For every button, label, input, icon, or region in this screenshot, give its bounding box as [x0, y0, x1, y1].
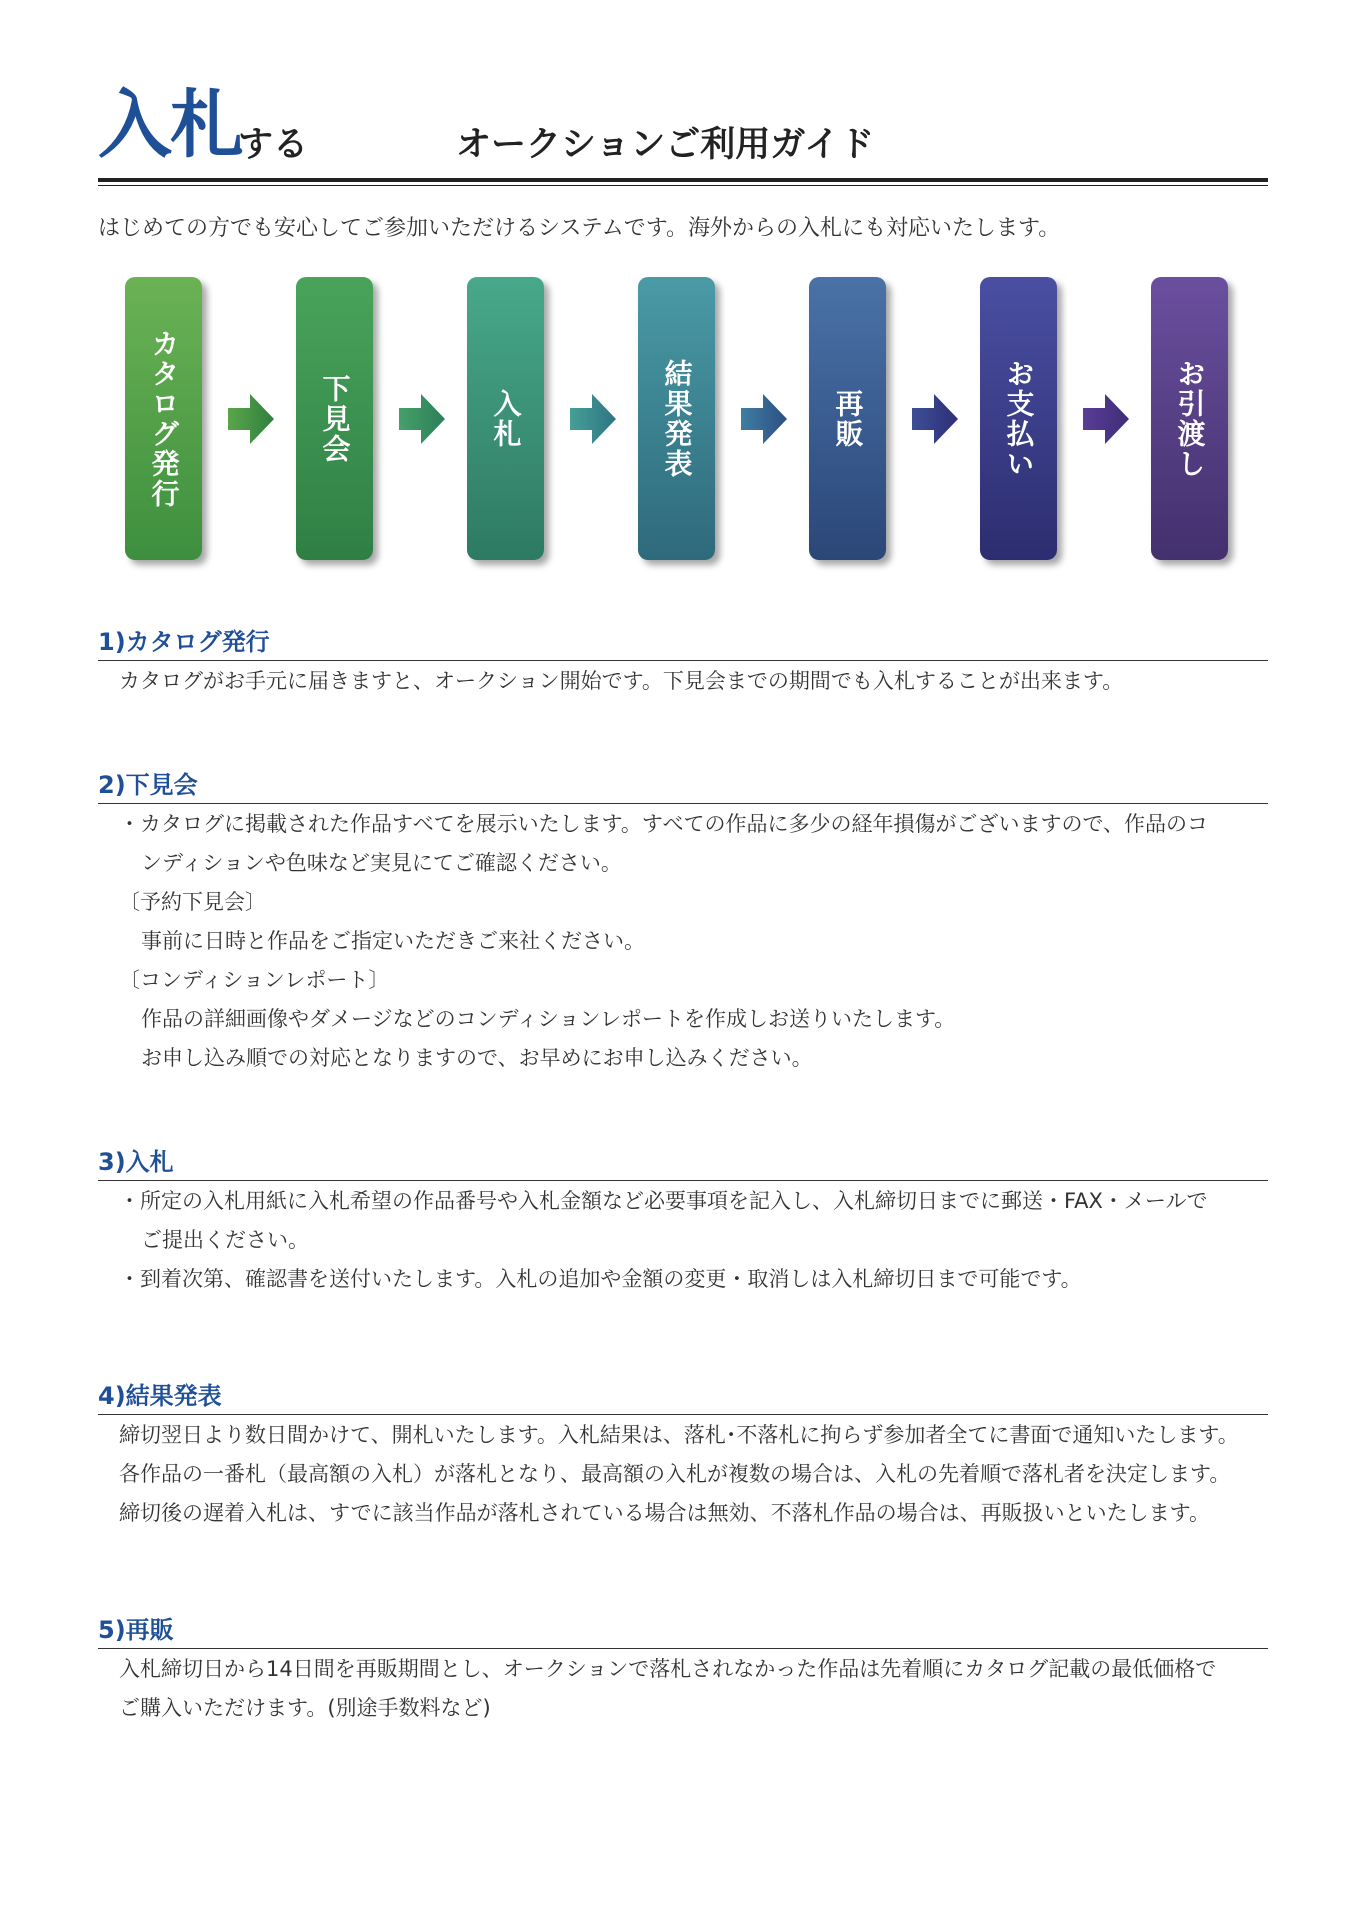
section-text-line: ご提出ください。	[141, 1228, 309, 1252]
header-rule	[98, 178, 1268, 182]
section-text-line: ・カタログに掲載された作品すべてを展示いたします。すべての作品に多少の経年損傷がございますので、作品のコ	[119, 812, 1209, 836]
flow-arrow-icon	[228, 394, 274, 444]
section-rule	[98, 1648, 1268, 1649]
flow-arrow-icon	[570, 394, 616, 444]
section-text-line: 事前に日時と作品をご指定いただきご来社ください。	[141, 929, 645, 953]
section-heading-resale: 5)再販	[98, 1616, 174, 1644]
flow-step-label: お引渡し	[1173, 358, 1207, 479]
section-text-line: ・所定の入札用紙に入札希望の作品番号や入札金額など必要事項を記入し、入札締切日までに郵送・FAX・メールで	[119, 1189, 1208, 1213]
flow-step-results	[638, 277, 715, 560]
section-rule	[98, 660, 1268, 661]
page-subtitle: オークションご利用ガイド	[456, 125, 875, 165]
flow-step-label: 入札	[489, 388, 523, 449]
page-title: 入札	[98, 82, 242, 168]
flow-arrow-icon	[741, 394, 787, 444]
section-rule	[98, 803, 1268, 804]
flow-step-label: お支払い	[1002, 358, 1036, 479]
section-heading-catalog: 1)カタログ発行	[98, 628, 270, 656]
section-text-line: 締切翌日より数日間かけて、開札いたします。入札結果は、落札･不落札に拘らず参加者全てに書面で通知いたします。	[119, 1423, 1239, 1447]
section-text-line: ご購入いただけます。(別途手数料など)	[119, 1696, 491, 1720]
section-text-line: ンディションや色味など実見にてご確認ください。	[141, 851, 622, 875]
section-rule	[98, 1414, 1268, 1415]
flow-step-preview	[296, 277, 373, 560]
section-heading-bid: 3)入札	[98, 1148, 174, 1176]
section-rule	[98, 1180, 1268, 1181]
flow-step-label: 結果発表	[660, 358, 694, 479]
section-text-line: ・到着次第、確認書を送付いたします。入札の追加や金額の変更・取消しは入札締切日まで可能です。	[119, 1267, 1082, 1291]
section-text-line: 入札締切日から14日間を再販期間とし、オークションで落札されなかった作品は先着順にカタログ記載の最低価格で	[119, 1657, 1217, 1681]
flow-step-catalog	[125, 277, 202, 560]
header-rule-thin	[98, 185, 1268, 186]
flow-step-label: カタログ発行	[147, 328, 181, 509]
flow-step-label: 再販	[831, 388, 865, 449]
section-text-line: 各作品の一番札（最高額の入札）が落札となり、最高額の入札が複数の場合は、入札の先着順で落札者を決定します。	[119, 1462, 1231, 1486]
section-text-line: 締切後の遅着入札は、すでに該当作品が落札されている場合は無効、不落札作品の場合は、再販扱いといたします。	[119, 1501, 1210, 1525]
section-text-line: カタログがお手元に届きますと、オークション開始です。下見会までの期間でも入札することが出来ます。	[119, 669, 1124, 693]
flow-step-resale	[809, 277, 886, 560]
section-subheading: 〔予約下見会〕	[119, 890, 266, 914]
flow-step-bid	[467, 277, 544, 560]
flow-step-payment	[980, 277, 1057, 560]
flow-step-label: 下見会	[318, 373, 352, 464]
flow-arrow-icon	[912, 394, 958, 444]
page-title-suffix: する	[238, 125, 309, 165]
flow-step-delivery	[1151, 277, 1228, 560]
section-heading-preview: 2)下見会	[98, 771, 198, 799]
section-text-line: お申し込み順での対応となりますので、お早めにお申し込みください。	[141, 1046, 813, 1070]
intro-text: はじめての方でも安心してご参加いただけるシステムです。海外からの入札にも対応いたします。	[98, 216, 1061, 241]
section-text-line: 作品の詳細画像やダメージなどのコンディションレポートを作成しお送りいたします。	[141, 1007, 956, 1031]
flow-arrow-icon	[1083, 394, 1129, 444]
section-subheading: 〔コンディションレポート〕	[119, 968, 390, 992]
flow-arrow-icon	[399, 394, 445, 444]
section-heading-results: 4)結果発表	[98, 1382, 222, 1410]
